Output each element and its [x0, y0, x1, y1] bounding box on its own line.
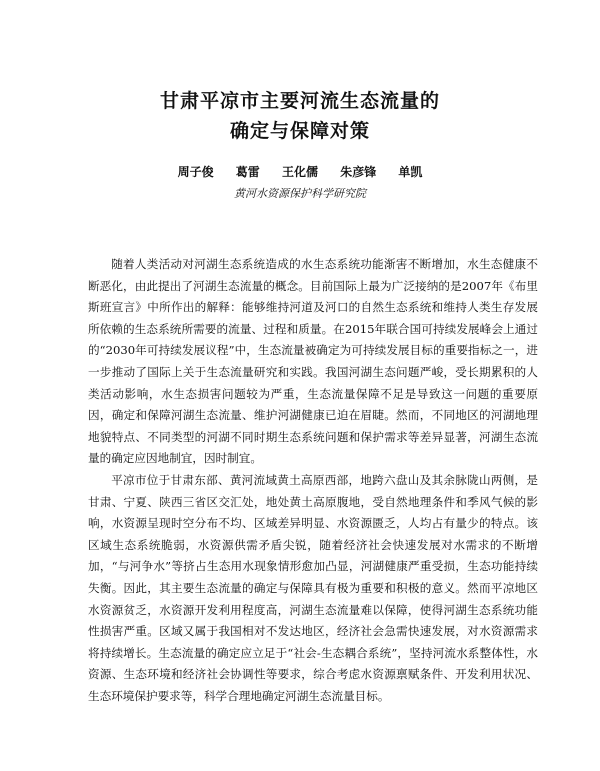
author-name: 朱彦锋 — [340, 165, 377, 179]
author-name: 周子俊 — [177, 165, 214, 179]
author-name: 王化儒 — [281, 165, 318, 179]
paragraph-2: 平凉市位于甘肃东部、黄河流域黄土高原西部，地跨六盘山及其余脉陇山两侧，是甘肃、宁夏、陕西三省区交汇处，地处黄土高原腹地，受自然地理条件和季风气候的影响，水资源呈现时空分布不均、区域差异明显、水资源匮乏，人均占有量少的特点。该区域生态系统脆弱，水资源供需矛盾尖锐，随着经济社会快速发展对水需求的不断增加，“与河争水”等挤占生态用水现象情形愈加凸显，河湖健康严重受损，生态功能持续失衡。因此，其主要生态流量的确定与保障具有极为重要和积极的意义。然而平凉地区水资源贫乏，水资源开发利用程度高，河湖生态流量难以保障，使得河湖生态系统功能性损害严重。区域又属于我国相对不发达地区，经济社会急需快速发展，对水资源需求将持续增长。生态流量的确定应立足于“社会-生态耦合系统”，坚持河流水系整体性，水资源、生态环境和经济社会协调性等要求，综合考虑水资源禀赋条件、开发利用状况、生态环境保护要求等，科学合理地确定河湖生态流量目标。 — [88, 472, 538, 703]
author-list — [0, 163, 600, 181]
author-name: 单凯 — [398, 165, 423, 179]
author-affiliation: 黄河水资源保护科学研究院 — [234, 187, 366, 200]
paper-title — [0, 86, 600, 146]
author-name: 葛雷 — [235, 165, 260, 179]
title-line-1: 甘肃平凉市主要河流生态流量的 — [159, 90, 440, 112]
paragraph-1: 随着人类活动对河湖生态系统造成的水生态系统功能渐害不断增加，水生态健康不断恶化，由此提出了河湖生态流量的概念。目前国际上最为广泛接纳的是2007年《布里斯班宣言》中所作出的解释：能够维持河道及河口的自然生态系统和维持人类生存发展所依赖的生态系统所需要的流量、过程和质量。在2015年联合国可持续发展峰会上通过的“2030年可持续发展议程”中，生态流量被确定为可持续发展目标的重要指标之一，进一步推动了国际上关于生态流量研究和实践。我国河湖生态问题严峻，受长期累积的人类活动影响，水生态损害问题较为严重，生态流量保障不足是导致这一问题的重要原因，确定和保障河湖生态流量、维护河湖健康已迫在眉睫。然而，不同地区的河湖地理地貌特点、不同类型的河湖不同时期生态系统问题和保护需求等差异显著，河湖生态流量的确定应因地制宜，因时制宜。 — [88, 257, 538, 466]
title-line-2: 确定与保障对策 — [229, 120, 370, 142]
body-text — [88, 254, 538, 707]
